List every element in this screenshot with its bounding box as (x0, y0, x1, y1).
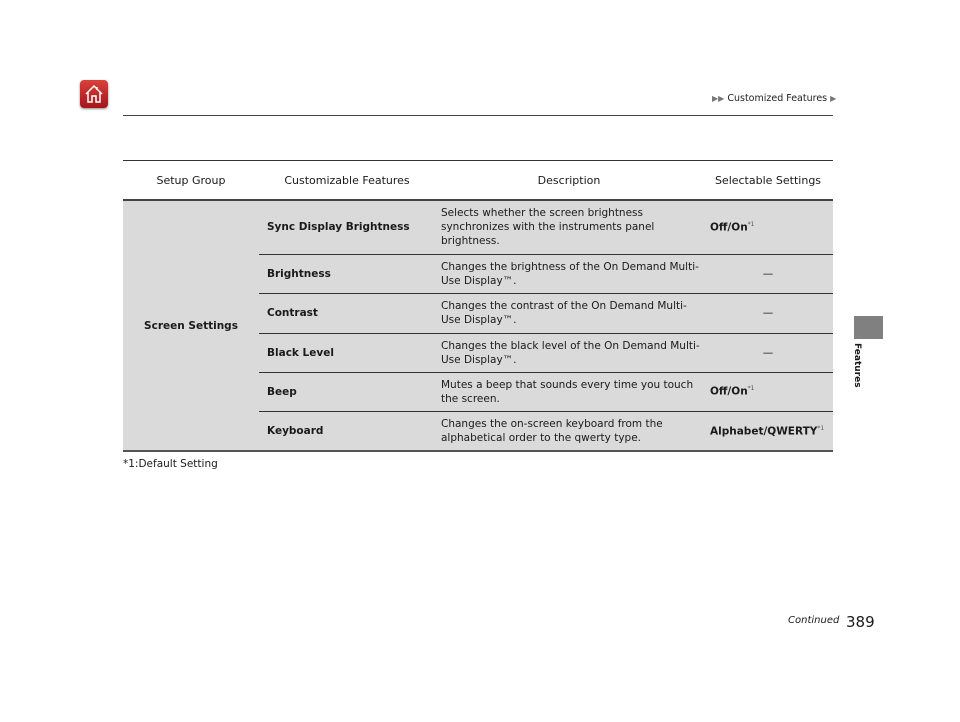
page-number: 389 (846, 613, 875, 631)
feature-description: Changes the contrast of the On Demand Multi-Use Display™. (435, 293, 703, 333)
feature-description: Changes the brightness of the On Demand Multi-Use Display™. (435, 254, 703, 293)
selectable-setting (703, 411, 833, 451)
feature-description: Changes the on-screen keyboard from the alphabetical order to the qwerty type. (435, 411, 703, 451)
setup-group-cell: Screen Settings (123, 200, 259, 451)
home-button[interactable] (80, 80, 108, 108)
selectable-setting (703, 200, 833, 254)
breadcrumb-arrow-icon: ▶▶ (712, 94, 725, 103)
feature-name: Black Level (259, 333, 435, 372)
header-description: Description (435, 161, 703, 201)
setting-value: — (762, 307, 774, 319)
section-tab-marker[interactable] (854, 316, 883, 339)
footnote: *1:Default Setting (123, 458, 218, 470)
selectable-setting (703, 254, 833, 293)
feature-description: Mutes a beep that sounds every time you touch the screen. (435, 372, 703, 411)
footnote-ref: *1 (817, 424, 825, 432)
feature-name: Brightness (259, 254, 435, 293)
header-customizable-features: Customizable Features (259, 161, 435, 201)
setting-value: — (762, 267, 774, 280)
breadcrumb (712, 93, 836, 104)
feature-name: Beep (259, 372, 435, 411)
selectable-setting (703, 293, 833, 333)
setting-value: Alphabet/QWERTY (710, 425, 818, 437)
home-icon (84, 83, 104, 105)
setting-value: Off/On (710, 221, 748, 234)
footnote-ref: *1 (747, 221, 755, 228)
selectable-setting (703, 333, 833, 372)
feature-name: Keyboard (259, 411, 435, 451)
feature-name: Sync Display Brightness (259, 200, 435, 254)
settings-table (123, 160, 833, 452)
table-row (123, 200, 833, 254)
header-divider (123, 115, 833, 116)
breadcrumb-link[interactable]: Customized Features (727, 93, 828, 104)
setting-value: — (762, 346, 774, 359)
continued-label: Continued (788, 615, 840, 626)
feature-description: Changes the black level of the On Demand Multi-Use Display™. (435, 333, 703, 372)
feature-description: Selects whether the screen brightness synchronizes with the instruments panel brightness. (435, 200, 703, 254)
footnote-ref: *1 (747, 385, 755, 393)
header-setup-group: Setup Group (123, 161, 259, 201)
header-selectable-settings: Selectable Settings (703, 161, 833, 201)
section-tab-label: Features (852, 343, 862, 388)
feature-name: Contrast (259, 293, 435, 333)
selectable-setting (703, 372, 833, 411)
setting-value: Off/On (710, 385, 748, 398)
breadcrumb-arrow-icon: ▶ (830, 94, 837, 103)
